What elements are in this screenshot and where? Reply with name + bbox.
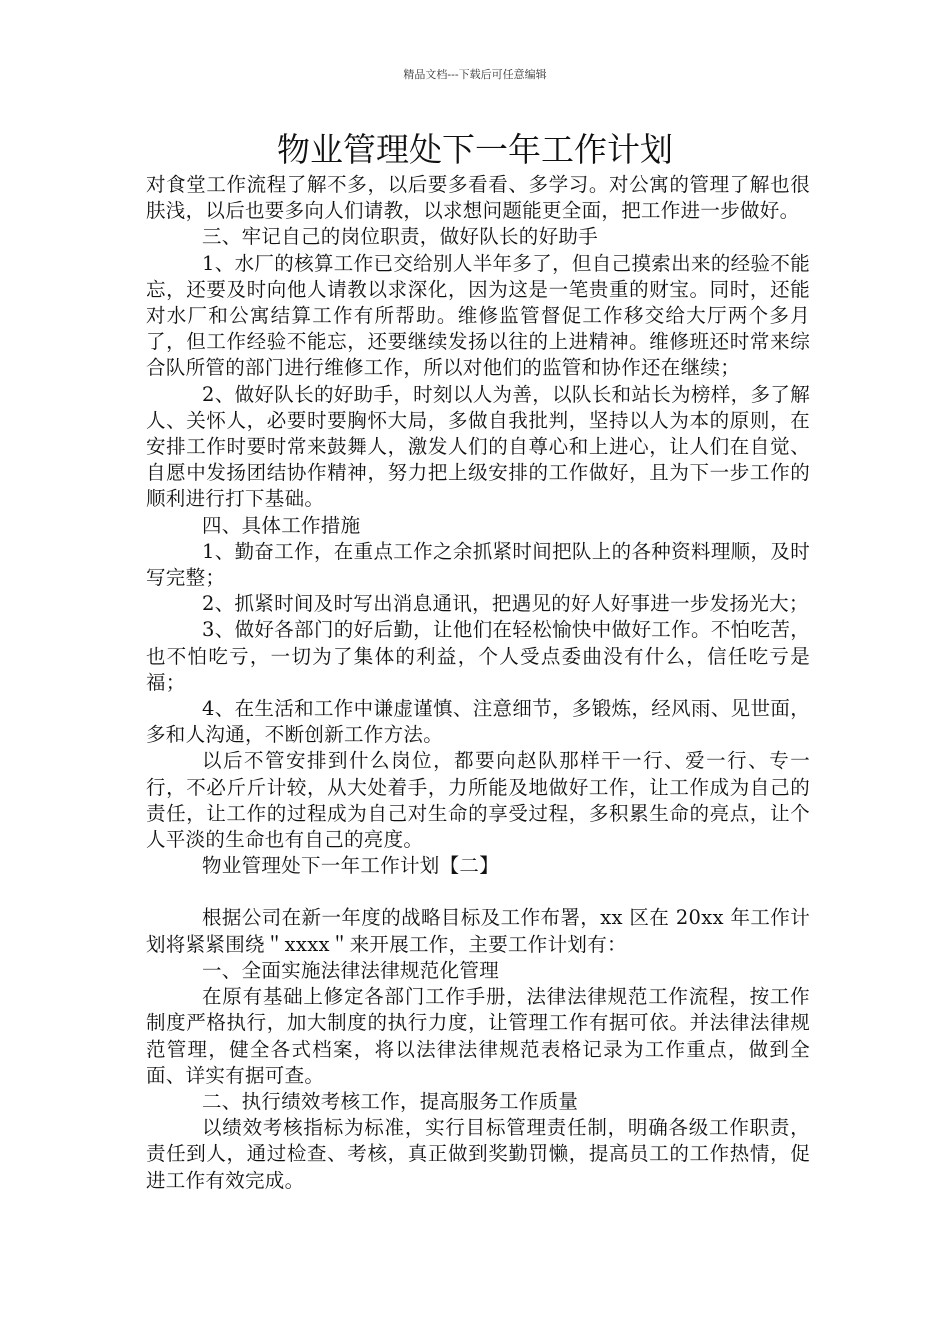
body-paragraph: 四、具体工作措施 bbox=[202, 513, 361, 537]
body-paragraph: 三、牢记自己的岗位职责，做好队长的好助手 bbox=[202, 225, 599, 249]
body-paragraph: 物业管理处下一年工作计划【二】 bbox=[202, 854, 500, 878]
document-body bbox=[146, 172, 810, 1194]
header-note: 精品文档---下载后可任意编辑 bbox=[403, 68, 547, 81]
body-paragraph: 二、执行绩效考核工作，提高服务工作质量 bbox=[202, 1089, 579, 1113]
body-paragraph: 2、做好队长的好助手，时刻以人为善，以队长和站长为榜样，多了解人、关怀人，必要时要胸怀大局，多做自我批判，坚持以人为本的原则，在安排工作时要时常来鼓舞人，激发人们的自尊心和上进心，让人们在自觉、自愿中发扬团结协作精神，努力把上级安排的工作做好，且为下一步工作的顺利进行打下基础。 bbox=[146, 382, 810, 511]
body-paragraph: 根据公司在新一年度的战略目标及工作布署，xx 区在 20xx 年工作计划将紧紧围绕＂xxxx＂来开展工作，主要工作计划有： bbox=[146, 906, 810, 956]
blank-line bbox=[146, 879, 810, 905]
body-paragraph: 1、水厂的核算工作已交给别人半年多了，但自己摸索出来的经验不能忘，还要及时向他人请教以求深化，因为这是一笔贵重的财宝。同时，还能对水厂和公寓结算工作有所帮助。维修监管督促工作移交给大厅两个多月了，但工作经验不能忘，还要继续发扬以往的上进精神。维修班还时常来综合队所管的部门进行维修工作，所以对他们的监管和协作还在继续； bbox=[146, 251, 810, 380]
body-paragraph: 在原有基础上修定各部门工作手册，法律法律规范工作流程，按工作制度严格执行，加大制度的执行力度，让管理工作有据可依。并法律法律规范管理，健全各式档案，将以法律法律规范表格记录为工作重点，做到全面、详实有据可查。 bbox=[146, 985, 810, 1087]
body-paragraph: 3、做好各部门的好后勤，让他们在轻松愉快中做好工作。不怕吃苦，也不怕吃亏，一切为了集体的利益，个人受点委曲没有什么，信任吃亏是福； bbox=[146, 618, 810, 694]
body-paragraph: 2、抓紧时间及时写出消息通讯，把遇见的好人好事进一步发扬光大； bbox=[202, 592, 809, 616]
body-paragraph: 4、在生活和工作中谦虚谨慎、注意细节，多锻炼，经风雨、见世面，多和人沟通，不断创新工作方法。 bbox=[146, 697, 810, 747]
document-title: 物业管理处下一年工作计划 bbox=[277, 130, 673, 169]
body-paragraph: 一、全面实施法律法律规范化管理 bbox=[202, 958, 500, 982]
body-paragraph: 以绩效考核指标为标准，实行目标管理责任制，明确各级工作职责，责任到人，通过检查、考核，真正做到奖勤罚懒，提高员工的工作热情，促进工作有效完成。 bbox=[146, 1116, 810, 1192]
body-paragraph: 以后不管安排到什么岗位，都要向赵队那样干一行、爱一行、专一行，不必斤斤计较，从大处着手，力所能及地做好工作，让工作成为自己的责任，让工作的过程成为自己对生命的享受过程，多积累生命的亮点，让个人平淡的生命也有自己的亮度。 bbox=[146, 749, 810, 852]
body-paragraph: 1、勤奋工作，在重点工作之余抓紧时间把队上的各种资料理顺，及时写完整； bbox=[146, 539, 810, 590]
body-paragraph: 对食堂工作流程了解不多，以后要多看看、多学习。对公寓的管理了解也很肤浅，以后也要多向人们请教，以求想问题能更全面，把工作进一步做好。 bbox=[146, 173, 810, 223]
